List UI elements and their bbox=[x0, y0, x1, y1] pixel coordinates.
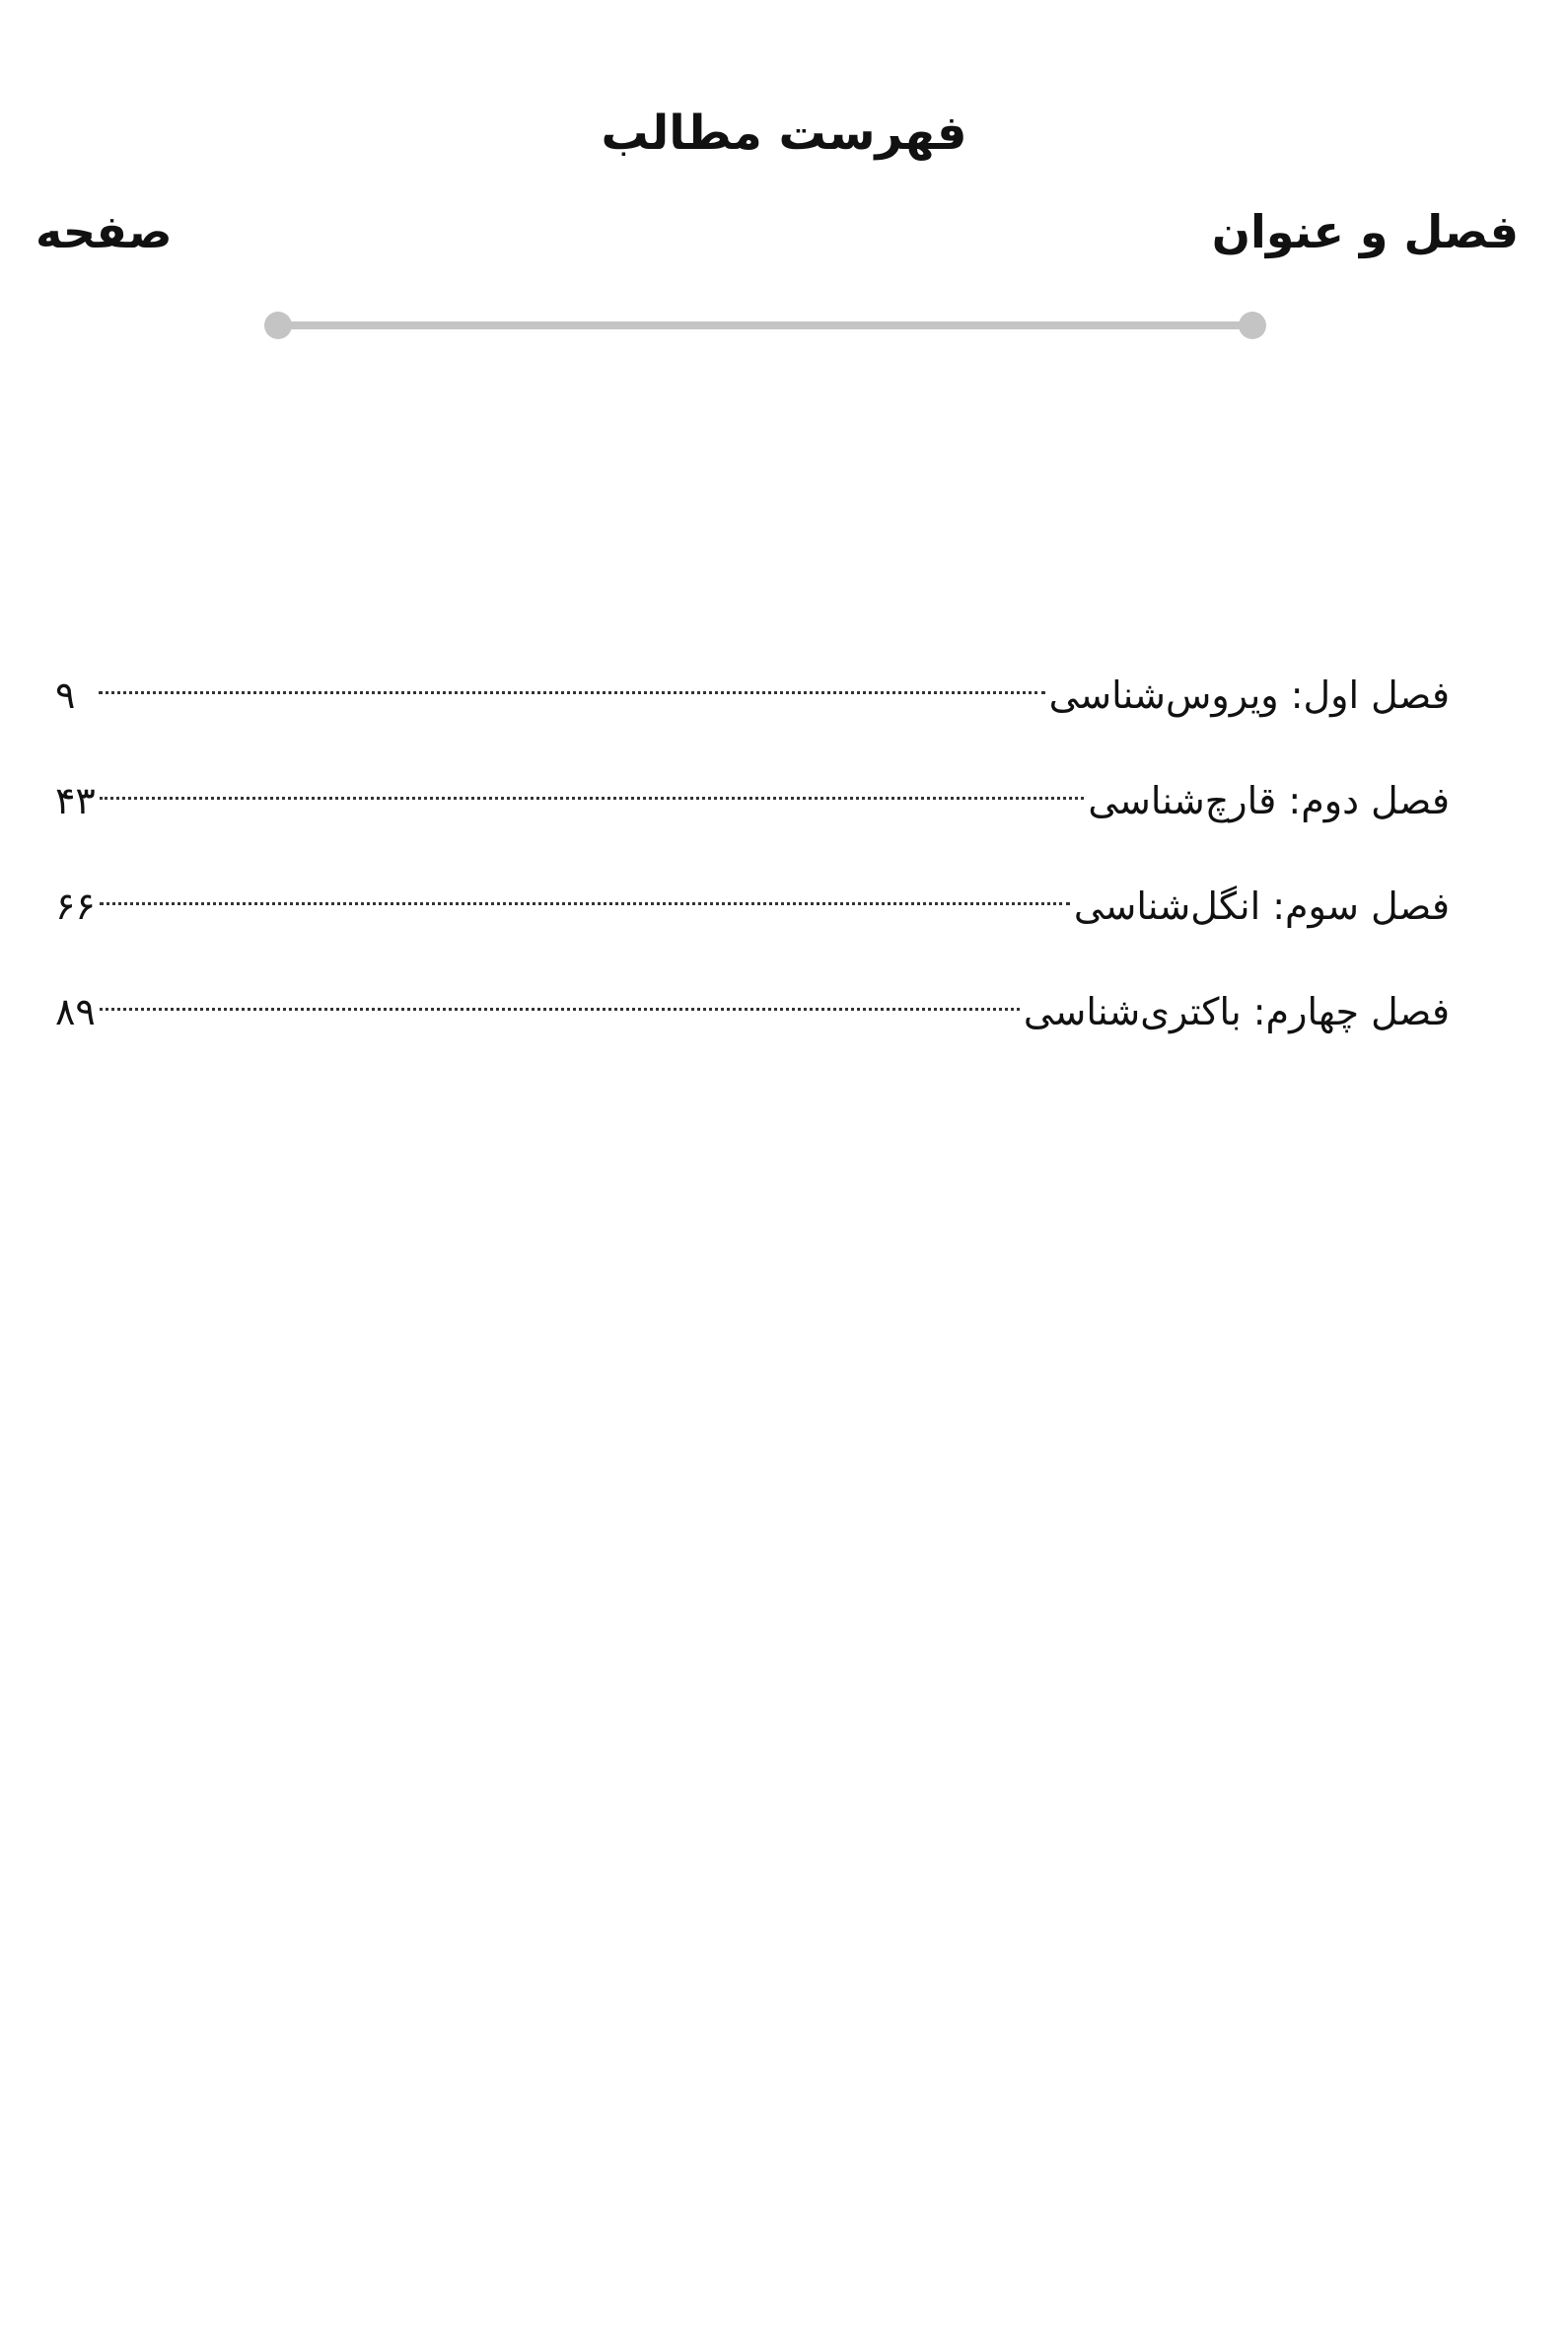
toc-entry-title: فصل دوم: قارچ‌شناسی bbox=[1088, 779, 1450, 822]
page-title: فهرست مطالب bbox=[601, 106, 967, 161]
toc-entry[interactable] bbox=[55, 661, 1450, 730]
toc-entry-title: فصل اول: ویروس‌شناسی bbox=[1048, 673, 1450, 717]
divider-dot-right bbox=[1239, 312, 1266, 339]
toc-entry-page: ۴۳ bbox=[55, 779, 96, 822]
chapter-title-header: فصل و عنوان bbox=[1211, 205, 1519, 258]
table-of-contents bbox=[55, 661, 1450, 1083]
toc-entry[interactable] bbox=[55, 872, 1450, 941]
page-number-header: صفحه bbox=[36, 205, 173, 258]
toc-entry-page: ۸۹ bbox=[55, 990, 96, 1033]
toc-entry[interactable] bbox=[55, 977, 1450, 1046]
toc-entry-page: ۶۶ bbox=[55, 885, 96, 928]
toc-dot-leader bbox=[99, 691, 1045, 694]
toc-entry-title: فصل چهارم: باکتری‌شناسی bbox=[1023, 990, 1450, 1033]
toc-dot-leader bbox=[100, 1008, 1020, 1011]
toc-dot-leader bbox=[100, 797, 1084, 800]
toc-dot-leader bbox=[100, 902, 1070, 905]
toc-entry-title: فصل سوم: انگل‌شناسی bbox=[1073, 885, 1450, 928]
divider-bar bbox=[278, 321, 1252, 329]
header-divider bbox=[264, 312, 1266, 339]
toc-entry-page: ۹ bbox=[55, 673, 76, 717]
toc-entry[interactable] bbox=[55, 766, 1450, 835]
divider-dot-left bbox=[264, 312, 292, 339]
